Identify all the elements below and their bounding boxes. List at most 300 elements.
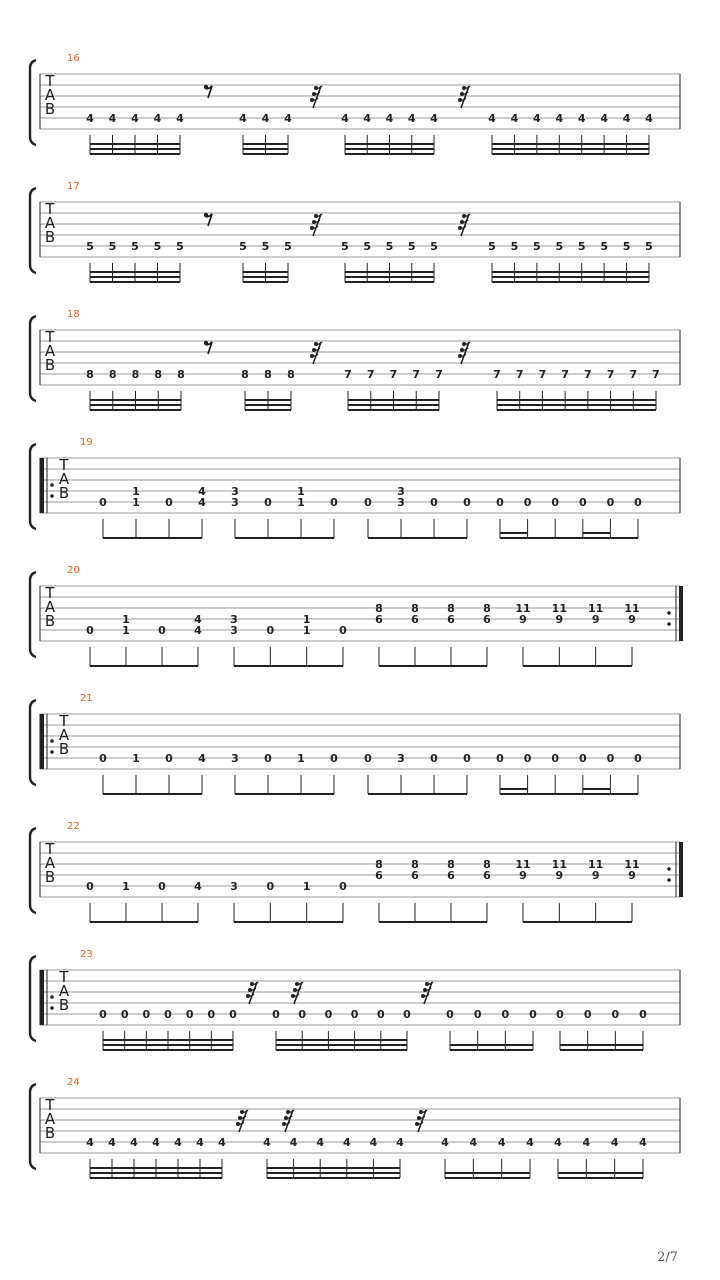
fret-number: 4 xyxy=(610,1136,619,1149)
fret-number: 3 xyxy=(231,485,239,498)
fret-number: 5 xyxy=(577,240,586,253)
fret-number: 5 xyxy=(385,240,394,253)
beam-group xyxy=(364,485,471,539)
measure-number: 24 xyxy=(67,1077,80,1088)
fret-number: 5 xyxy=(341,240,349,253)
tab-clef-letter: A xyxy=(44,598,56,616)
fret-number: 3 xyxy=(231,496,239,509)
fret-number: 11 xyxy=(588,858,604,871)
fret-number: 3 xyxy=(230,624,238,637)
beam-line xyxy=(267,1167,400,1169)
beam-line xyxy=(276,1049,407,1051)
beam-line xyxy=(243,276,288,278)
beam-line xyxy=(90,271,180,273)
fret-number: 0 xyxy=(339,624,347,637)
beam-line xyxy=(245,404,291,406)
beam-line xyxy=(348,399,439,401)
beam-line xyxy=(497,399,656,401)
measure-number: 17 xyxy=(67,181,80,192)
fret-number: 9 xyxy=(555,869,564,882)
beam-line xyxy=(492,143,649,145)
beam-line xyxy=(90,921,198,923)
fret-number: 4 xyxy=(198,752,206,765)
beam-group xyxy=(515,858,639,923)
fret-number: 8 xyxy=(131,368,140,381)
fret-number: 4 xyxy=(198,485,206,498)
fret-number: 6 xyxy=(447,869,455,882)
eighth-rest-dot xyxy=(204,85,208,89)
fret-number: 3 xyxy=(397,485,405,498)
fret-number: 4 xyxy=(341,112,349,125)
beam-line xyxy=(243,143,288,145)
fret-number: 5 xyxy=(510,240,519,253)
tab-clef-letter: B xyxy=(58,484,70,502)
fret-number: 6 xyxy=(483,613,491,626)
fret-number: 8 xyxy=(375,858,383,871)
fret-number: 9 xyxy=(591,613,600,626)
beam-line-sixteenth xyxy=(500,788,528,790)
repeat-dot xyxy=(50,750,54,754)
fret-number: 4 xyxy=(130,1136,138,1149)
repeat-dot xyxy=(667,611,671,615)
beam-line xyxy=(243,271,288,273)
tab-clef-letter: B xyxy=(58,996,70,1014)
beam-line xyxy=(103,1039,233,1041)
tab-system xyxy=(30,181,680,283)
fret-number: 0 xyxy=(272,1008,280,1021)
fret-number: 1 xyxy=(132,752,140,765)
fret-number: 5 xyxy=(533,240,541,253)
fret-number: 0 xyxy=(639,1008,647,1021)
fret-number: 4 xyxy=(600,112,608,125)
fret-number: 4 xyxy=(86,112,94,125)
measure-number: 23 xyxy=(80,949,93,960)
tab-system xyxy=(30,437,680,539)
beam-line xyxy=(243,281,288,283)
fret-number: 4 xyxy=(533,112,541,125)
fret-number: 4 xyxy=(488,112,496,125)
beam-line-sixteenth xyxy=(583,788,611,790)
fret-number: 4 xyxy=(582,1136,591,1149)
fret-number: 0 xyxy=(266,624,275,637)
fret-number: 1 xyxy=(302,613,311,626)
fret-number: 0 xyxy=(229,1008,237,1021)
fret-number: 0 xyxy=(158,624,166,637)
beam-line xyxy=(90,1177,222,1179)
fret-number: 4 xyxy=(194,880,202,893)
fret-number: 0 xyxy=(86,624,94,637)
fret-number: 5 xyxy=(153,240,162,253)
fret-number: 7 xyxy=(366,368,375,381)
fret-number: 4 xyxy=(152,1136,160,1149)
fret-number: 4 xyxy=(639,1136,647,1149)
beam-line xyxy=(368,793,467,795)
beam-line-sixteenth xyxy=(583,532,611,534)
beam-line xyxy=(234,665,343,667)
fret-number: 0 xyxy=(496,752,504,765)
beam-line xyxy=(345,148,434,150)
fret-number: 0 xyxy=(430,496,438,509)
fret-number: 0 xyxy=(364,752,372,765)
fret-number: 7 xyxy=(561,368,569,381)
beam-line xyxy=(492,271,649,273)
beam-line xyxy=(450,1044,533,1046)
fret-number: 0 xyxy=(634,496,642,509)
fret-number: 6 xyxy=(483,869,491,882)
repeat-dot xyxy=(50,995,54,999)
repeat-start-thick-barline xyxy=(40,714,44,769)
fret-number: 8 xyxy=(287,368,295,381)
beam-line xyxy=(234,921,343,923)
fret-number: 4 xyxy=(316,1136,325,1149)
fret-number: 0 xyxy=(463,496,471,509)
system-bracket xyxy=(30,444,36,529)
repeat-start-thick-barline xyxy=(40,970,44,1025)
tab-clef-letter: A xyxy=(58,470,70,488)
fret-number: 8 xyxy=(108,368,117,381)
beam-line xyxy=(103,1049,233,1051)
fret-number: 5 xyxy=(430,240,438,253)
fret-number: 4 xyxy=(554,1136,562,1149)
beam-line xyxy=(243,148,288,150)
fret-number: 4 xyxy=(645,112,653,125)
fret-number: 4 xyxy=(430,112,438,125)
fret-number: 5 xyxy=(284,240,292,253)
fret-number: 8 xyxy=(447,602,455,615)
fret-number: 9 xyxy=(555,613,564,626)
fret-number: 4 xyxy=(555,112,564,125)
beam-line xyxy=(345,276,434,278)
beam-group xyxy=(99,485,206,539)
eighth-rest-dot xyxy=(204,213,208,217)
fret-number: 11 xyxy=(624,602,640,615)
fret-number: 11 xyxy=(515,858,531,871)
beam-line xyxy=(103,793,202,795)
fret-number: 6 xyxy=(447,613,455,626)
tab-clef-letter: A xyxy=(44,342,56,360)
fret-number: 0 xyxy=(86,880,94,893)
measure-number: 20 xyxy=(67,565,80,576)
beam-line xyxy=(445,1172,530,1174)
measure-number: 22 xyxy=(67,821,80,832)
fret-number: 5 xyxy=(86,240,94,253)
fret-number: 4 xyxy=(577,112,586,125)
fret-number: 0 xyxy=(583,1008,592,1021)
beam-line xyxy=(500,793,638,795)
tab-system xyxy=(30,1077,680,1179)
beam-line xyxy=(492,153,649,155)
fret-number: 5 xyxy=(600,240,608,253)
fret-number: 4 xyxy=(622,112,631,125)
tab-system xyxy=(30,53,680,155)
fret-number: 11 xyxy=(551,602,567,615)
system-bracket xyxy=(30,1084,36,1169)
beam-line xyxy=(492,281,649,283)
fret-number: 7 xyxy=(412,368,421,381)
repeat-dot xyxy=(50,739,54,743)
beam-line xyxy=(90,399,181,401)
fret-number: 0 xyxy=(551,496,560,509)
beam-line xyxy=(90,276,180,278)
fret-number: 0 xyxy=(364,496,372,509)
fret-number: 8 xyxy=(447,858,455,871)
fret-number: 8 xyxy=(483,858,491,871)
fret-number: 4 xyxy=(218,1136,226,1149)
fret-number: 4 xyxy=(469,1136,478,1149)
beam-line xyxy=(560,1044,643,1046)
beam-line xyxy=(379,665,487,667)
beam-line xyxy=(368,537,467,539)
fret-number: 4 xyxy=(86,1136,94,1149)
system-bracket xyxy=(30,956,36,1041)
beam-group xyxy=(230,613,347,667)
beam-line xyxy=(276,1039,407,1041)
fret-number: 0 xyxy=(264,752,272,765)
fret-number: 0 xyxy=(207,1008,216,1021)
fret-number: 7 xyxy=(389,368,398,381)
beam-line xyxy=(523,665,632,667)
fret-number: 9 xyxy=(519,613,527,626)
fret-number: 7 xyxy=(435,368,443,381)
tab-clef-letter: T xyxy=(59,968,69,986)
fret-number: 1 xyxy=(297,485,305,498)
beam-line xyxy=(345,143,434,145)
fret-number: 8 xyxy=(411,602,419,615)
beam-line xyxy=(90,153,180,155)
system-bracket xyxy=(30,316,36,401)
fret-number: 0 xyxy=(99,496,107,509)
fret-number: 3 xyxy=(231,752,239,765)
tab-clef-letter: A xyxy=(58,982,70,1000)
repeat-dot xyxy=(50,1006,54,1010)
fret-number: 4 xyxy=(407,112,416,125)
beam-line xyxy=(243,153,288,155)
fret-number: 4 xyxy=(198,496,206,509)
beam-line xyxy=(523,921,632,923)
fret-number: 0 xyxy=(556,1008,564,1021)
fret-number: 4 xyxy=(261,112,270,125)
fret-number: 5 xyxy=(239,240,247,253)
fret-number: 0 xyxy=(634,752,642,765)
beam-group xyxy=(86,613,202,667)
fret-number: 0 xyxy=(324,1008,333,1021)
system-bracket xyxy=(30,828,36,913)
repeat-end-thick-barline xyxy=(679,842,683,897)
beam-line xyxy=(445,1177,530,1179)
fret-number: 6 xyxy=(375,613,383,626)
fret-number: 5 xyxy=(645,240,653,253)
beam-line xyxy=(497,404,656,406)
beam-line xyxy=(379,921,487,923)
fret-number: 1 xyxy=(297,752,305,765)
fret-number: 8 xyxy=(241,368,249,381)
tab-clef-letter: T xyxy=(59,712,69,730)
fret-number: 4 xyxy=(284,112,292,125)
measure-number: 19 xyxy=(80,437,93,448)
tab-clef-letter: T xyxy=(45,840,55,858)
fret-number: 0 xyxy=(264,496,272,509)
fret-number: 4 xyxy=(194,613,202,626)
tab-system xyxy=(30,821,683,923)
fret-number: 9 xyxy=(519,869,527,882)
tab-clef-letter: A xyxy=(44,854,56,872)
fret-number: 0 xyxy=(446,1008,454,1021)
fret-number: 6 xyxy=(375,869,383,882)
beam-line xyxy=(90,1167,222,1169)
repeat-dot xyxy=(50,494,54,498)
tab-system xyxy=(30,693,680,795)
tab-clef-letter: T xyxy=(45,1096,55,1114)
fret-number: 4 xyxy=(369,1136,378,1149)
fret-number: 4 xyxy=(497,1136,506,1149)
fret-number: 7 xyxy=(538,368,547,381)
fret-number: 3 xyxy=(230,613,238,626)
tab-clef-letter: T xyxy=(59,456,69,474)
fret-number: 0 xyxy=(606,496,615,509)
fret-number: 4 xyxy=(196,1136,204,1149)
fret-number: 11 xyxy=(515,602,531,615)
fret-number: 9 xyxy=(591,869,600,882)
fret-number: 5 xyxy=(622,240,631,253)
beam-line xyxy=(500,537,638,539)
tab-system xyxy=(30,565,683,667)
beam-line xyxy=(103,537,202,539)
fret-number: 4 xyxy=(289,1136,298,1149)
fret-number: 4 xyxy=(174,1136,182,1149)
fret-number: 8 xyxy=(177,368,185,381)
fret-number: 11 xyxy=(551,858,567,871)
fret-number: 0 xyxy=(266,880,275,893)
beam-group xyxy=(375,858,491,923)
beam-line xyxy=(267,1172,400,1174)
beam-line xyxy=(90,409,181,411)
fret-number: 0 xyxy=(350,1008,359,1021)
page-number: 2/7 xyxy=(657,1250,678,1265)
beam-line xyxy=(235,793,334,795)
fret-number: 1 xyxy=(122,613,130,626)
repeat-dot xyxy=(667,867,671,871)
fret-number: 4 xyxy=(108,112,117,125)
fret-number: 0 xyxy=(403,1008,411,1021)
beam-line xyxy=(345,153,434,155)
fret-number: 1 xyxy=(302,880,311,893)
fret-number: 4 xyxy=(396,1136,404,1149)
system-bracket xyxy=(30,700,36,785)
measure-number: 16 xyxy=(67,53,80,64)
tab-system xyxy=(30,309,680,411)
beam-line xyxy=(90,143,180,145)
tab-clef-letter: T xyxy=(45,328,55,346)
fret-number: 0 xyxy=(473,1008,482,1021)
fret-number: 4 xyxy=(342,1136,351,1149)
tab-clef-letter: B xyxy=(44,228,56,246)
fret-number: 4 xyxy=(385,112,394,125)
measure-number: 21 xyxy=(80,693,93,704)
fret-number: 5 xyxy=(176,240,184,253)
beam-line xyxy=(492,148,649,150)
fret-number: 5 xyxy=(131,240,139,253)
fret-number: 0 xyxy=(165,752,173,765)
beam-line xyxy=(90,1172,222,1174)
tab-clef-letter: B xyxy=(58,740,70,758)
system-bracket xyxy=(30,60,36,145)
fret-number: 4 xyxy=(108,1136,116,1149)
beam-line xyxy=(267,1177,400,1179)
fret-number: 6 xyxy=(411,613,419,626)
beam-line xyxy=(450,1049,533,1051)
fret-number: 7 xyxy=(344,368,352,381)
beam-line xyxy=(90,665,198,667)
fret-number: 7 xyxy=(584,368,592,381)
fret-number: 7 xyxy=(493,368,501,381)
fret-number: 8 xyxy=(411,858,419,871)
fret-number: 5 xyxy=(407,240,416,253)
tab-clef-letter: T xyxy=(45,584,55,602)
fret-number: 0 xyxy=(551,752,560,765)
repeat-dot xyxy=(667,878,671,882)
fret-number: 0 xyxy=(463,752,471,765)
fret-number: 0 xyxy=(99,752,107,765)
fret-number: 1 xyxy=(122,624,130,637)
beam-line xyxy=(345,271,434,273)
tab-clef-letter: B xyxy=(44,868,56,886)
fret-number: 0 xyxy=(523,496,532,509)
fret-number: 0 xyxy=(376,1008,385,1021)
beam-line xyxy=(558,1177,643,1179)
fret-number: 9 xyxy=(628,613,636,626)
measure-number: 18 xyxy=(67,309,80,320)
fret-number: 3 xyxy=(397,752,405,765)
fret-number: 0 xyxy=(165,496,173,509)
beam-line xyxy=(348,404,439,406)
fret-number: 5 xyxy=(108,240,117,253)
fret-number: 3 xyxy=(230,880,238,893)
fret-number: 9 xyxy=(628,869,636,882)
fret-number: 7 xyxy=(515,368,524,381)
fret-number: 4 xyxy=(363,112,372,125)
repeat-start-thick-barline xyxy=(40,458,44,513)
tab-clef-letter: A xyxy=(44,214,56,232)
fret-number: 0 xyxy=(164,1008,172,1021)
fret-number: 4 xyxy=(239,112,247,125)
tab-clef-letter: A xyxy=(44,86,56,104)
fret-number: 1 xyxy=(297,496,305,509)
fret-number: 7 xyxy=(652,368,660,381)
repeat-dot xyxy=(50,483,54,487)
fret-number: 0 xyxy=(99,1008,107,1021)
fret-number: 0 xyxy=(606,752,615,765)
fret-number: 0 xyxy=(185,1008,194,1021)
beam-line xyxy=(497,409,656,411)
fret-number: 0 xyxy=(523,752,532,765)
fret-number: 8 xyxy=(86,368,94,381)
fret-number: 4 xyxy=(176,112,184,125)
beam-group xyxy=(375,602,491,667)
tab-clef-letter: T xyxy=(45,72,55,90)
fret-number: 11 xyxy=(588,602,604,615)
fret-number: 1 xyxy=(122,880,130,893)
beam-group xyxy=(515,602,639,667)
tab-clef-letter: B xyxy=(44,612,56,630)
beam-line xyxy=(245,409,291,411)
fret-number: 4 xyxy=(131,112,139,125)
beam-group xyxy=(231,485,338,539)
fret-number: 1 xyxy=(302,624,311,637)
tab-clef-letter: A xyxy=(58,726,70,744)
fret-number: 7 xyxy=(606,368,615,381)
beam-line xyxy=(348,409,439,411)
fret-number: 0 xyxy=(298,1008,307,1021)
